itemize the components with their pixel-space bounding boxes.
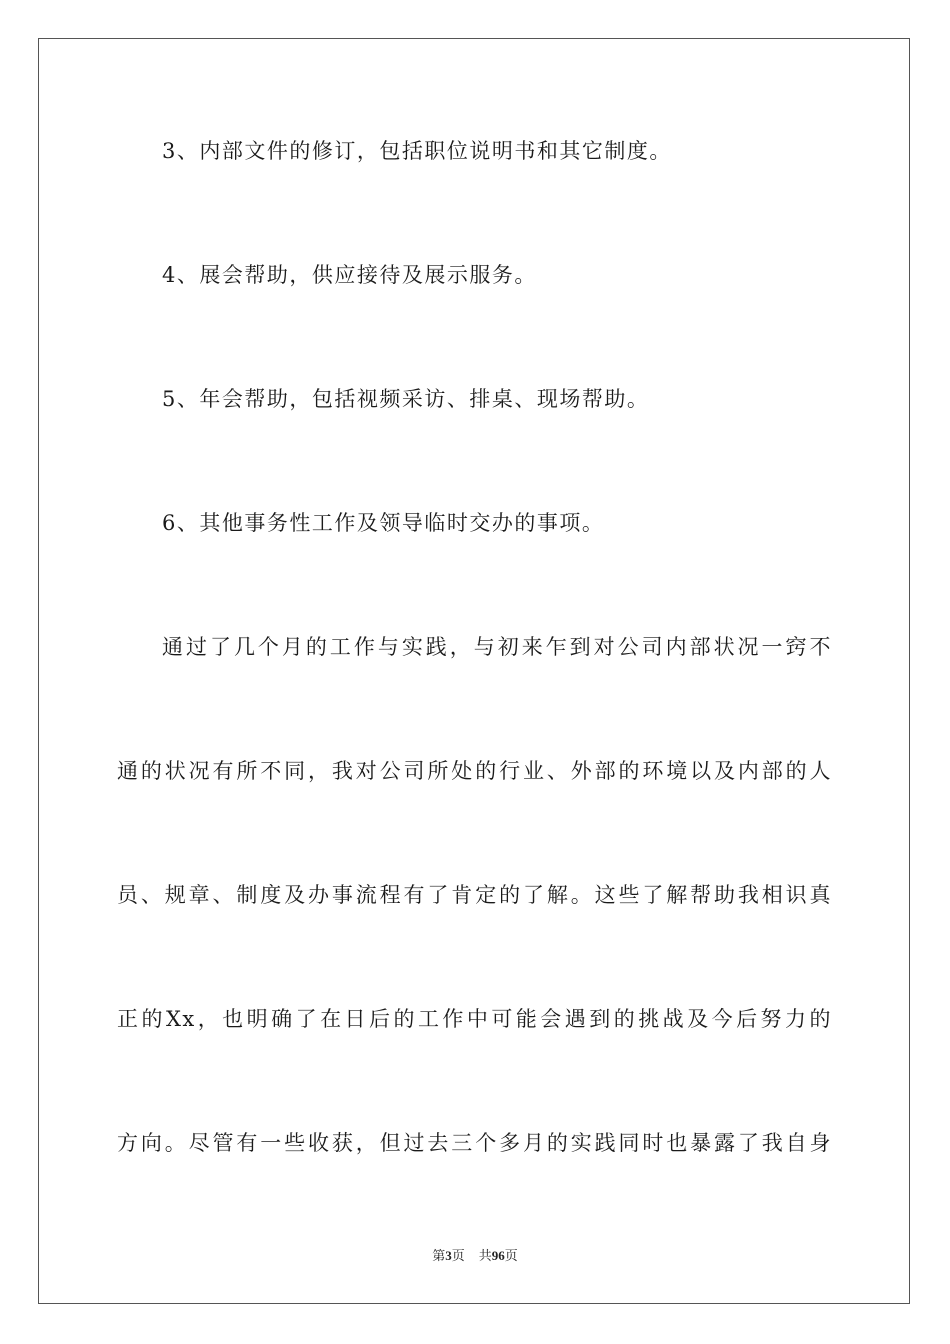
paragraph-line-2: 通的状况有所不同，我对公司所处的行业、外部的环境以及内部的人: [117, 759, 832, 783]
total-pages-number: 96: [491, 1248, 505, 1263]
list-item-6: 6、其他事务性工作及领导临时交办的事项。: [162, 511, 605, 535]
paragraph-line-5: 方向。尽管有一些收获，但过去三个多月的实践同时也暴露了我自身: [117, 1131, 832, 1155]
page-frame: [38, 38, 910, 1304]
footer-total-suffix: 页: [504, 1248, 518, 1263]
list-item-5: 5、年会帮助，包括视频采访、排桌、现场帮助。: [162, 387, 650, 411]
footer-prefix: 第: [432, 1248, 446, 1263]
page-footer: [0, 1247, 950, 1265]
footer-page-suffix: 页: [451, 1248, 465, 1263]
paragraph-line-1: 通过了几个月的工作与实践，与初来乍到对公司内部状况一窍不: [162, 635, 832, 659]
list-item-3: 3、内部文件的修订，包括职位说明书和其它制度。: [162, 139, 672, 163]
paragraph-line-4: 正的Xx，也明确了在日后的工作中可能会遇到的挑战及今后努力的: [117, 1007, 832, 1031]
list-item-4: 4、展会帮助，供应接待及展示服务。: [162, 263, 537, 287]
footer-total-prefix: 共: [478, 1248, 492, 1263]
paragraph-line-3: 员、规章、制度及办事流程有了肯定的了解。这些了解帮助我相识真: [117, 883, 832, 907]
current-page-number: 3: [445, 1248, 452, 1263]
